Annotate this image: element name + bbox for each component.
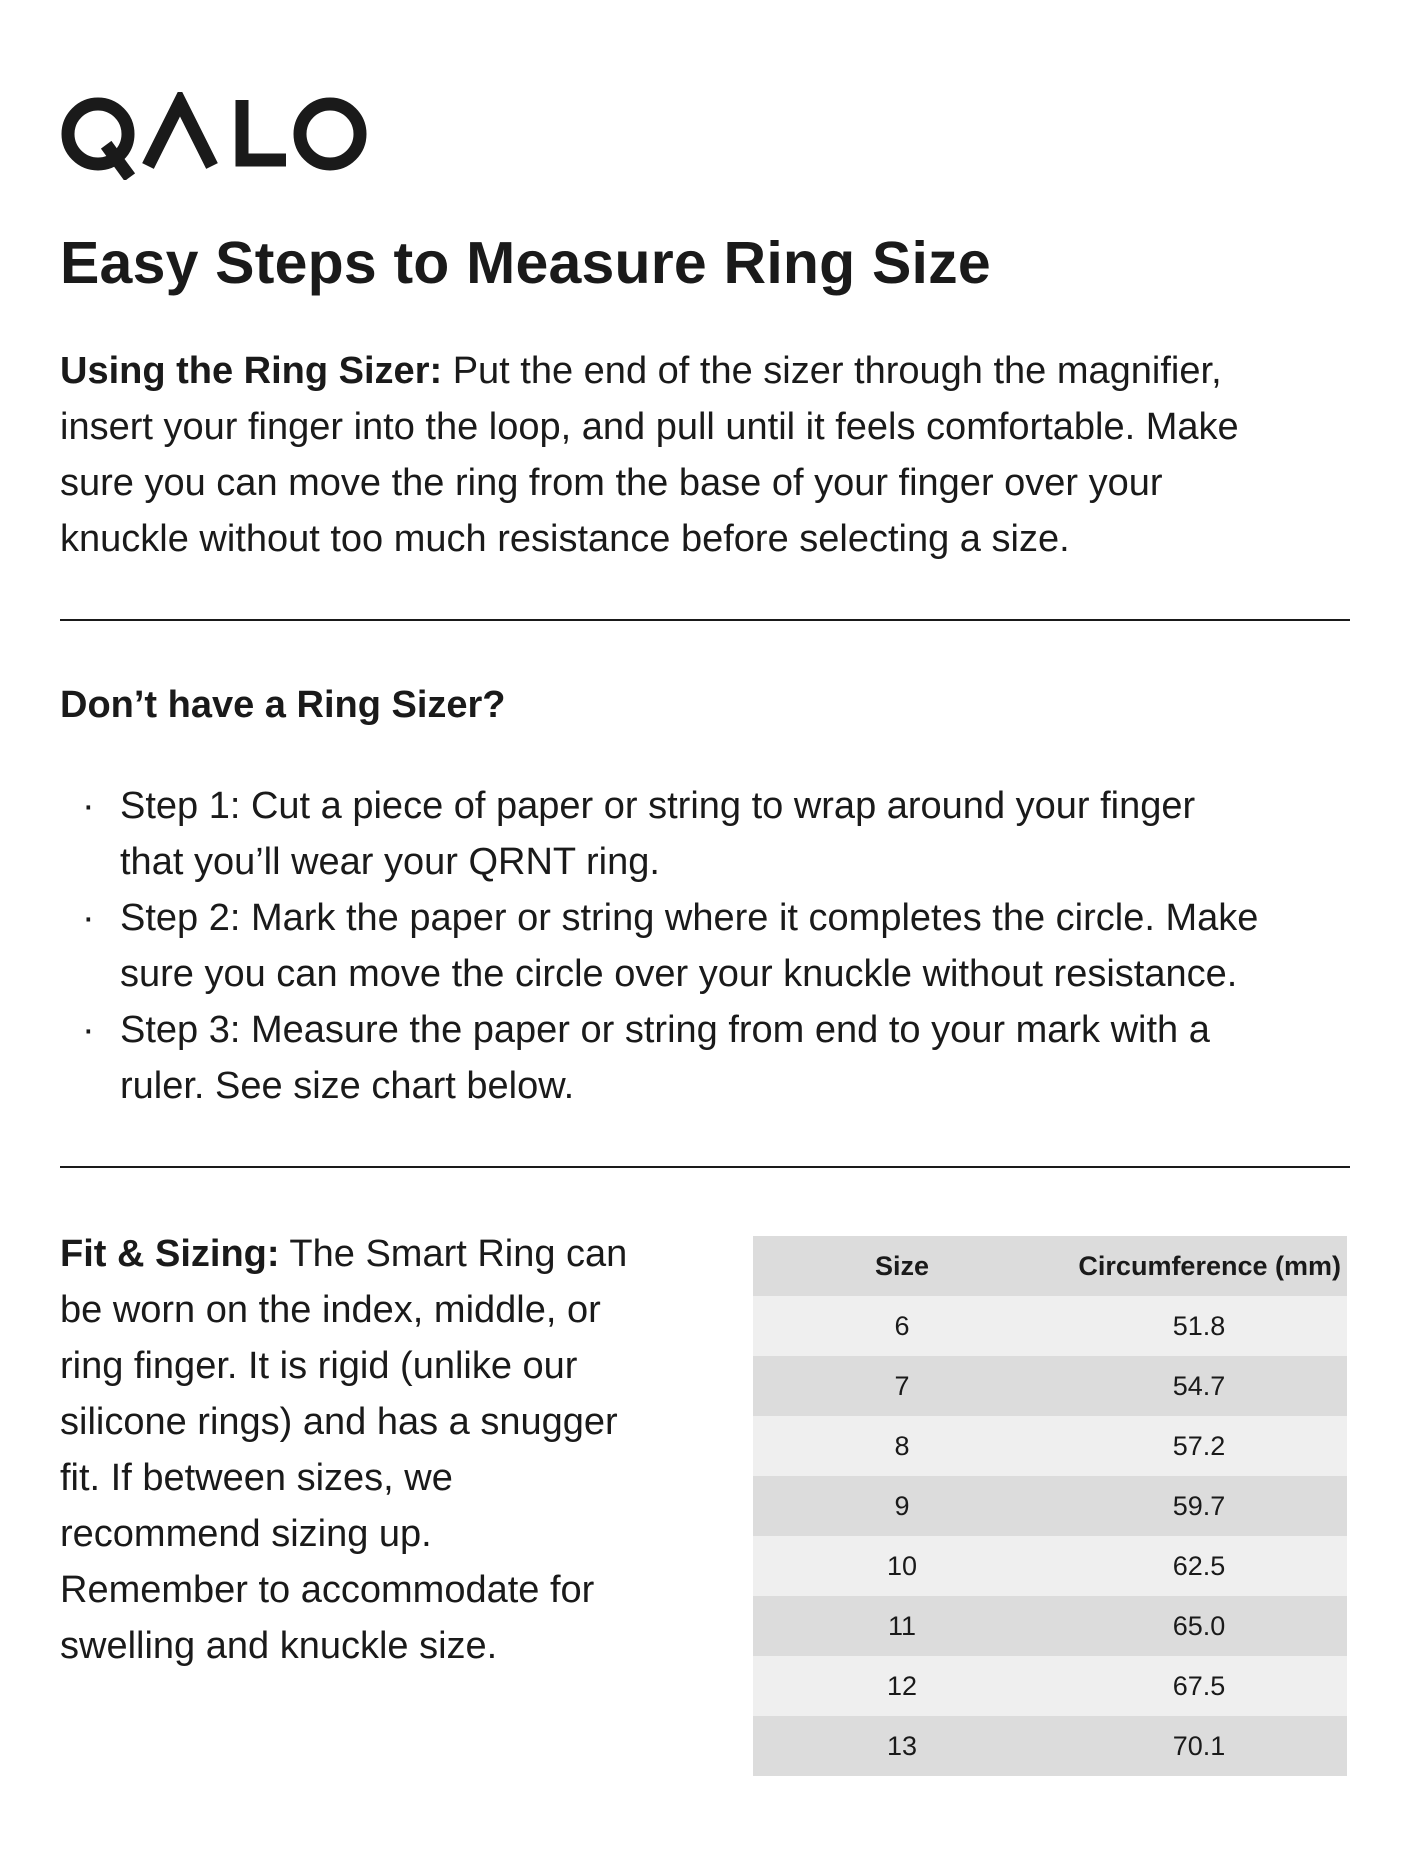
step-item bbox=[60, 778, 1360, 890]
fit-line: silicone rings) and has a snugger bbox=[60, 1401, 618, 1443]
size-cell: 9 bbox=[753, 1476, 1051, 1536]
qalo-logo bbox=[60, 92, 370, 180]
table-row bbox=[753, 1356, 1347, 1416]
circumference-cell: 70.1 bbox=[1051, 1716, 1347, 1776]
size-column-header: Size bbox=[753, 1236, 1051, 1296]
size-cell: 12 bbox=[753, 1656, 1051, 1716]
ring-sizer-label: Using the Ring Sizer: bbox=[60, 350, 443, 392]
table-row bbox=[753, 1596, 1347, 1656]
size-cell: 10 bbox=[753, 1536, 1051, 1596]
table-header-row bbox=[753, 1236, 1347, 1296]
fit-line: The Smart Ring can bbox=[279, 1233, 628, 1275]
fit-line: Remember to accommodate for bbox=[60, 1569, 595, 1611]
size-cell: 11 bbox=[753, 1596, 1051, 1656]
no-sizer-heading: Don’t have a Ring Sizer? bbox=[60, 684, 506, 726]
section-divider bbox=[60, 619, 1350, 621]
page-title: Easy Steps to Measure Ring Size bbox=[60, 230, 991, 296]
size-cell: 6 bbox=[753, 1296, 1051, 1356]
intro-line: knuckle without too much resistance before selecting a size. bbox=[60, 518, 1070, 560]
table-row bbox=[753, 1536, 1347, 1596]
circumference-column-header: Circumference (mm) bbox=[1051, 1236, 1347, 1296]
circumference-cell: 65.0 bbox=[1051, 1596, 1347, 1656]
table-row bbox=[753, 1716, 1347, 1776]
bullet-dot: · bbox=[82, 897, 95, 939]
bullet-dot: · bbox=[82, 1009, 95, 1051]
step-text: Step 2: Mark the paper or string where it completes the circle. Make bbox=[120, 897, 1259, 939]
table-row bbox=[753, 1416, 1347, 1476]
fit-sizing-text bbox=[60, 1226, 660, 1674]
step-text: sure you can move the circle over your knuckle without resistance. bbox=[120, 953, 1238, 995]
fit-line: be worn on the index, middle, or bbox=[60, 1289, 601, 1331]
table-row bbox=[753, 1476, 1347, 1536]
fit-line: fit. If between sizes, we bbox=[60, 1457, 453, 1499]
size-cell: 8 bbox=[753, 1416, 1051, 1476]
step-item bbox=[60, 890, 1360, 1002]
fit-line: swelling and knuckle size. bbox=[60, 1625, 498, 1667]
fit-line: recommend sizing up. bbox=[60, 1513, 432, 1555]
size-chart-table bbox=[753, 1236, 1347, 1776]
circumference-cell: 54.7 bbox=[1051, 1356, 1347, 1416]
step-text: that you’ll wear your QRNT ring. bbox=[120, 841, 660, 883]
table-row bbox=[753, 1296, 1347, 1356]
circumference-cell: 51.8 bbox=[1051, 1296, 1347, 1356]
step-text: ruler. See size chart below. bbox=[120, 1065, 575, 1107]
measurement-steps-list bbox=[60, 778, 1360, 1114]
step-item bbox=[60, 1002, 1360, 1114]
circumference-cell: 57.2 bbox=[1051, 1416, 1347, 1476]
circumference-cell: 62.5 bbox=[1051, 1536, 1347, 1596]
intro-line: insert your finger into the loop, and pull until it feels comfortable. Make bbox=[60, 406, 1239, 448]
table-row bbox=[753, 1656, 1347, 1716]
size-cell: 13 bbox=[753, 1716, 1051, 1776]
fit-line: ring finger. It is rigid (unlike our bbox=[60, 1345, 578, 1387]
circumference-cell: 67.5 bbox=[1051, 1656, 1347, 1716]
step-text: Step 1: Cut a piece of paper or string to wrap around your finger bbox=[120, 785, 1196, 827]
size-cell: 7 bbox=[753, 1356, 1051, 1416]
ring-sizer-instructions bbox=[60, 343, 1350, 567]
section-divider bbox=[60, 1166, 1350, 1168]
step-text: Step 3: Measure the paper or string from end to your mark with a bbox=[120, 1009, 1210, 1051]
intro-line: Put the end of the sizer through the magnifier, bbox=[442, 350, 1222, 392]
intro-line: sure you can move the ring from the base of your finger over your bbox=[60, 462, 1163, 504]
bullet-dot: · bbox=[82, 785, 95, 827]
circumference-cell: 59.7 bbox=[1051, 1476, 1347, 1536]
fit-sizing-label: Fit & Sizing: bbox=[60, 1233, 280, 1275]
